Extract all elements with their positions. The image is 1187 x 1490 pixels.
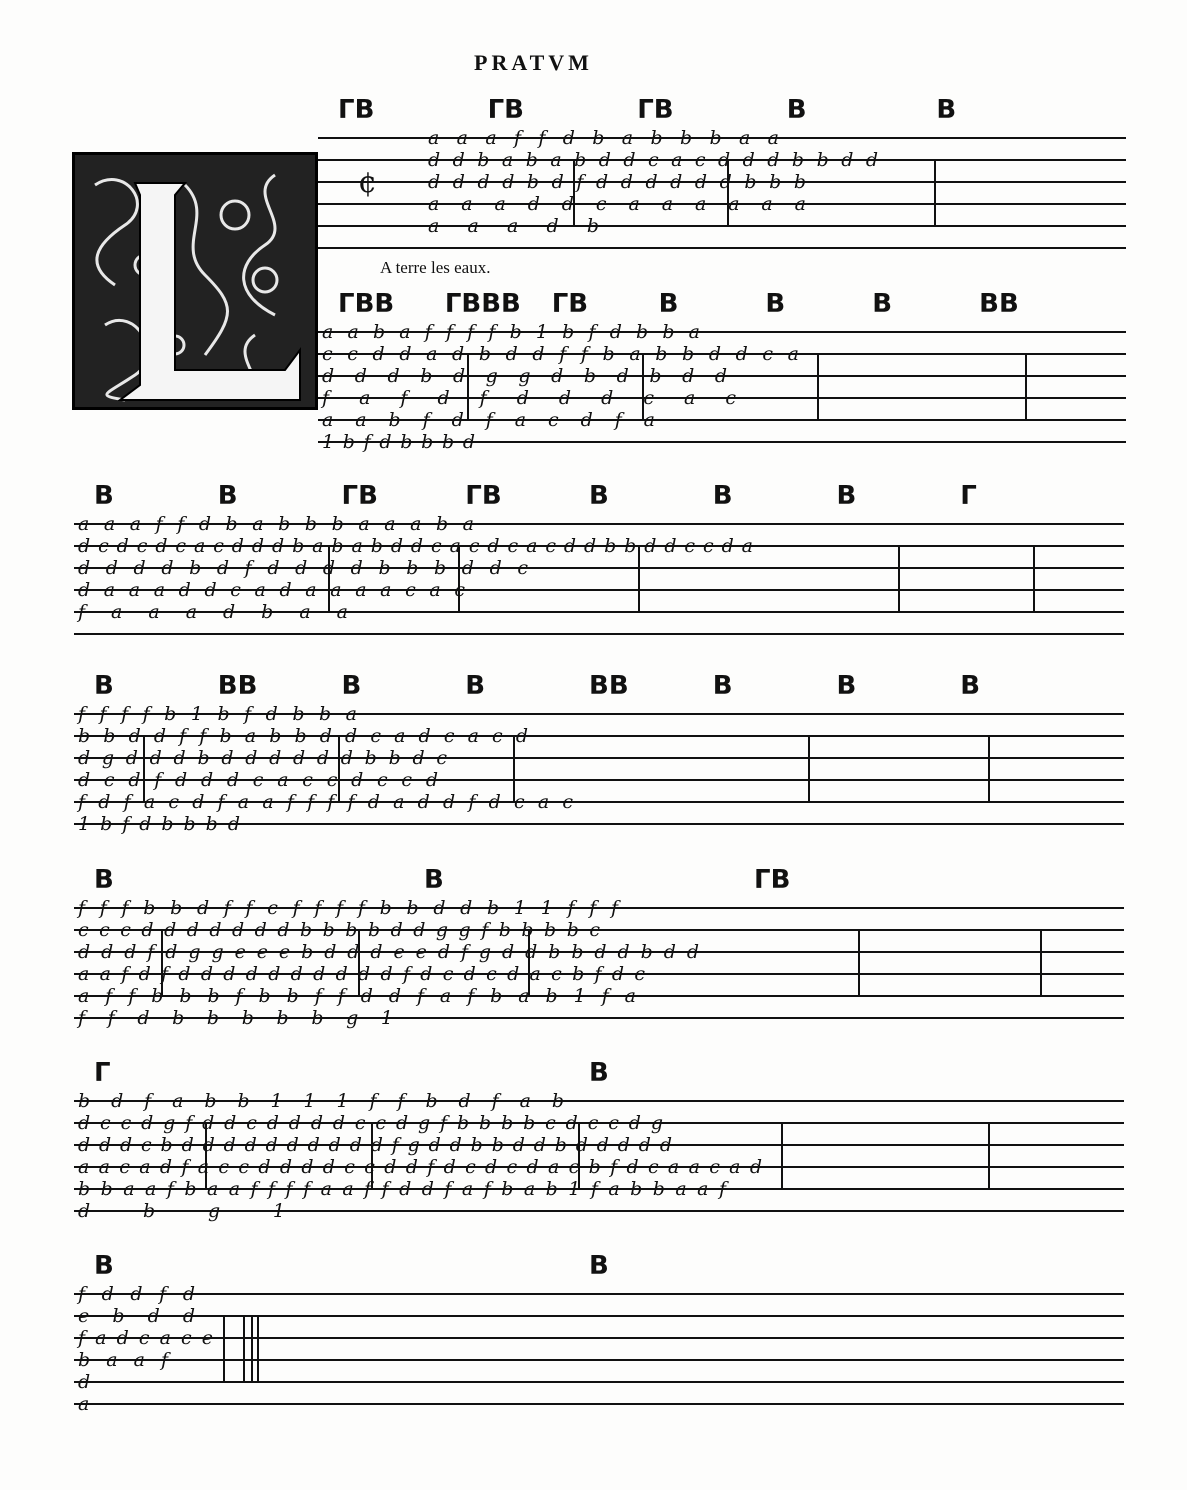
rhythm-sign: Β [94, 671, 114, 701]
rhythm-sign: Β [658, 289, 679, 319]
tab-letters: f a a a d b a a [78, 601, 348, 623]
tab-letters: a a b a f f f f b 1 b f d b b a [322, 321, 701, 343]
tab-letters: a [78, 1393, 90, 1415]
tab-letters: d c d f d d d c a c c d c c d [78, 769, 438, 791]
tablature-staff [74, 1248, 1124, 1434]
rhythm-sign: ΓΒ [465, 481, 502, 511]
tablature-staff [318, 92, 1126, 278]
rhythm-sign: Β [217, 481, 238, 511]
tablature-staff [74, 862, 1124, 1048]
tab-system-4 [74, 668, 1124, 854]
rhythm-sign: Β [424, 865, 444, 895]
tab-letters: a a b f d f a c d f a [322, 409, 655, 431]
tab-letters: d d d d b d f d d d d b b b d d c [78, 557, 528, 579]
tab-letters: d d d c b d d d d d d d d d d f g d d b b d d b d d d d d [78, 1134, 672, 1156]
tab-letters: f d d f d [78, 1283, 195, 1305]
tab-letters: b a a f [78, 1349, 168, 1371]
rhythm-sign: ΓΒ [338, 95, 375, 125]
tab-letters: f a f d f d d d c a c [322, 387, 737, 409]
tab-letters: d c d c d c a c d d d b a b a b d d c a c d c a c d d b b d d c c d a [78, 535, 753, 557]
tab-letters: b b d d f f b a b b d d c a d c a c d [78, 725, 528, 747]
rhythm-sign: ΒΒ [217, 671, 258, 701]
tab-letters: d d d f d g g e e e b d d d e e d f g d d b b d d b d d [78, 941, 699, 963]
tab-letters: f f d b b b b b g 1 [78, 1007, 393, 1029]
rhythm-sign: ΒΒ [979, 289, 1019, 319]
tab-system-2 [318, 286, 1126, 472]
rhythm-sign: Β [765, 289, 786, 319]
rhythm-sign: Β [341, 671, 362, 701]
tab-letters: d [78, 1371, 91, 1393]
tab-letters: f f f b b d f f c f f f f b b d d b 1 1 f f f [78, 897, 618, 919]
tablature-staff [318, 286, 1126, 472]
meter-sign: ¢ [358, 165, 378, 200]
tab-system-5 [74, 862, 1124, 1048]
tablature-staff [74, 478, 1124, 664]
rhythm-sign: Β [960, 671, 981, 701]
rhythm-sign: Β [589, 1058, 609, 1088]
rhythm-sign: Β [94, 1251, 114, 1281]
tab-letters: d c c d g f d d c d d d d c c d g f b b b b c d c c d g [78, 1112, 663, 1134]
rhythm-sign: Β [936, 95, 957, 125]
tab-system-3 [74, 478, 1124, 664]
rhythm-sign: Β [872, 289, 893, 319]
rhythm-sign: Γ [94, 1058, 111, 1088]
decorated-initial-L [72, 152, 318, 410]
tab-letters: d d d d b d f d d d d d d b b b [428, 171, 806, 193]
tab-letters: b b a a f b a a f f f f a a f f d d f a f b a b 1 f a b b a a f [78, 1178, 726, 1200]
rhythm-sign: ΓΒΒΒ [444, 289, 521, 319]
ornament-illustration [75, 155, 315, 407]
tab-letters: c c d d a d b d d f f b a b b d d c a [322, 343, 799, 365]
rhythm-sign: Β [836, 671, 857, 701]
rhythm-sign: ΓΒ [341, 481, 378, 511]
rhythm-sign: Β [589, 481, 609, 511]
tab-letters: a a c a d f a c c d d d d c c d d f d c d c d a c b f d c a a c a d [78, 1156, 762, 1178]
tab-letters: f f f f b 1 b f d b b a [78, 703, 357, 725]
tab-letters: d g d d d b d d d d d d b b d c [78, 747, 447, 769]
rhythm-sign: Β [465, 671, 486, 701]
tab-letters: f a d c a c e [78, 1327, 213, 1349]
rhythm-sign: ΒΒ [589, 671, 629, 701]
tab-letters: a a f d f d d d d d d d d d d f d c d c d a c b f d c [78, 963, 645, 985]
rhythm-sign: ΓΒ [487, 95, 524, 125]
tab-letters: a a a f f d b a b b b a a a b a [78, 513, 475, 535]
tab-letters: a a a d d c a a a a a a [428, 193, 806, 215]
tab-system-6 [74, 1055, 1124, 1241]
piece-caption: A terre les eaux. [380, 258, 491, 277]
tab-letters: 1 b f d b b b d [78, 813, 240, 835]
tab-letters: d d d b d g g d b d b d d [322, 365, 727, 387]
tab-letters: d a a a d d c a d a a a a c a c [78, 579, 465, 601]
rhythm-sign: Γ [960, 481, 977, 511]
tab-letters: d d b a b a b d d c a c d d d b b d d [428, 149, 878, 171]
rhythm-sign: ΓΒ [551, 289, 589, 319]
tab-letters: d b g 1 [78, 1200, 285, 1222]
tab-letters: c c c d d d d d d d b b b b d d g g f b b b b c [78, 919, 600, 941]
tablature-staff [74, 668, 1124, 854]
rhythm-sign: Β [712, 481, 733, 511]
rhythm-sign: ΓΒ [754, 865, 791, 895]
tab-letters: e b d d [78, 1305, 195, 1327]
rhythm-sign: Β [94, 481, 114, 511]
rhythm-sign: ΓΒ [637, 95, 674, 125]
rhythm-sign: Β [836, 481, 857, 511]
rhythm-sign: Β [712, 671, 733, 701]
rhythm-sign: ΓΒΒ [338, 289, 395, 319]
tab-letters: a f f b b b f b b f f d d f a f b a b 1 f a [78, 985, 637, 1007]
tab-letters: 1 b f d b b b d [322, 431, 475, 453]
tab-letters: a a a f f d b a b b b a a [428, 127, 779, 149]
tab-system-7 [74, 1248, 1124, 1434]
rhythm-sign: Β [786, 95, 807, 125]
rhythm-sign: Β [589, 1251, 609, 1281]
rhythm-sign: Β [94, 865, 114, 895]
tab-system-1 [318, 92, 1126, 278]
tab-letters: b d f a b b 1 1 1 f f b d f a b [78, 1090, 565, 1112]
tab-letters: a a a d b [428, 215, 599, 237]
tab-letters: f d f a c d f a a f f f f d a d d f d c a c [78, 791, 573, 813]
tablature-staff [74, 1055, 1124, 1241]
page-title: PRATVM [474, 50, 593, 75]
